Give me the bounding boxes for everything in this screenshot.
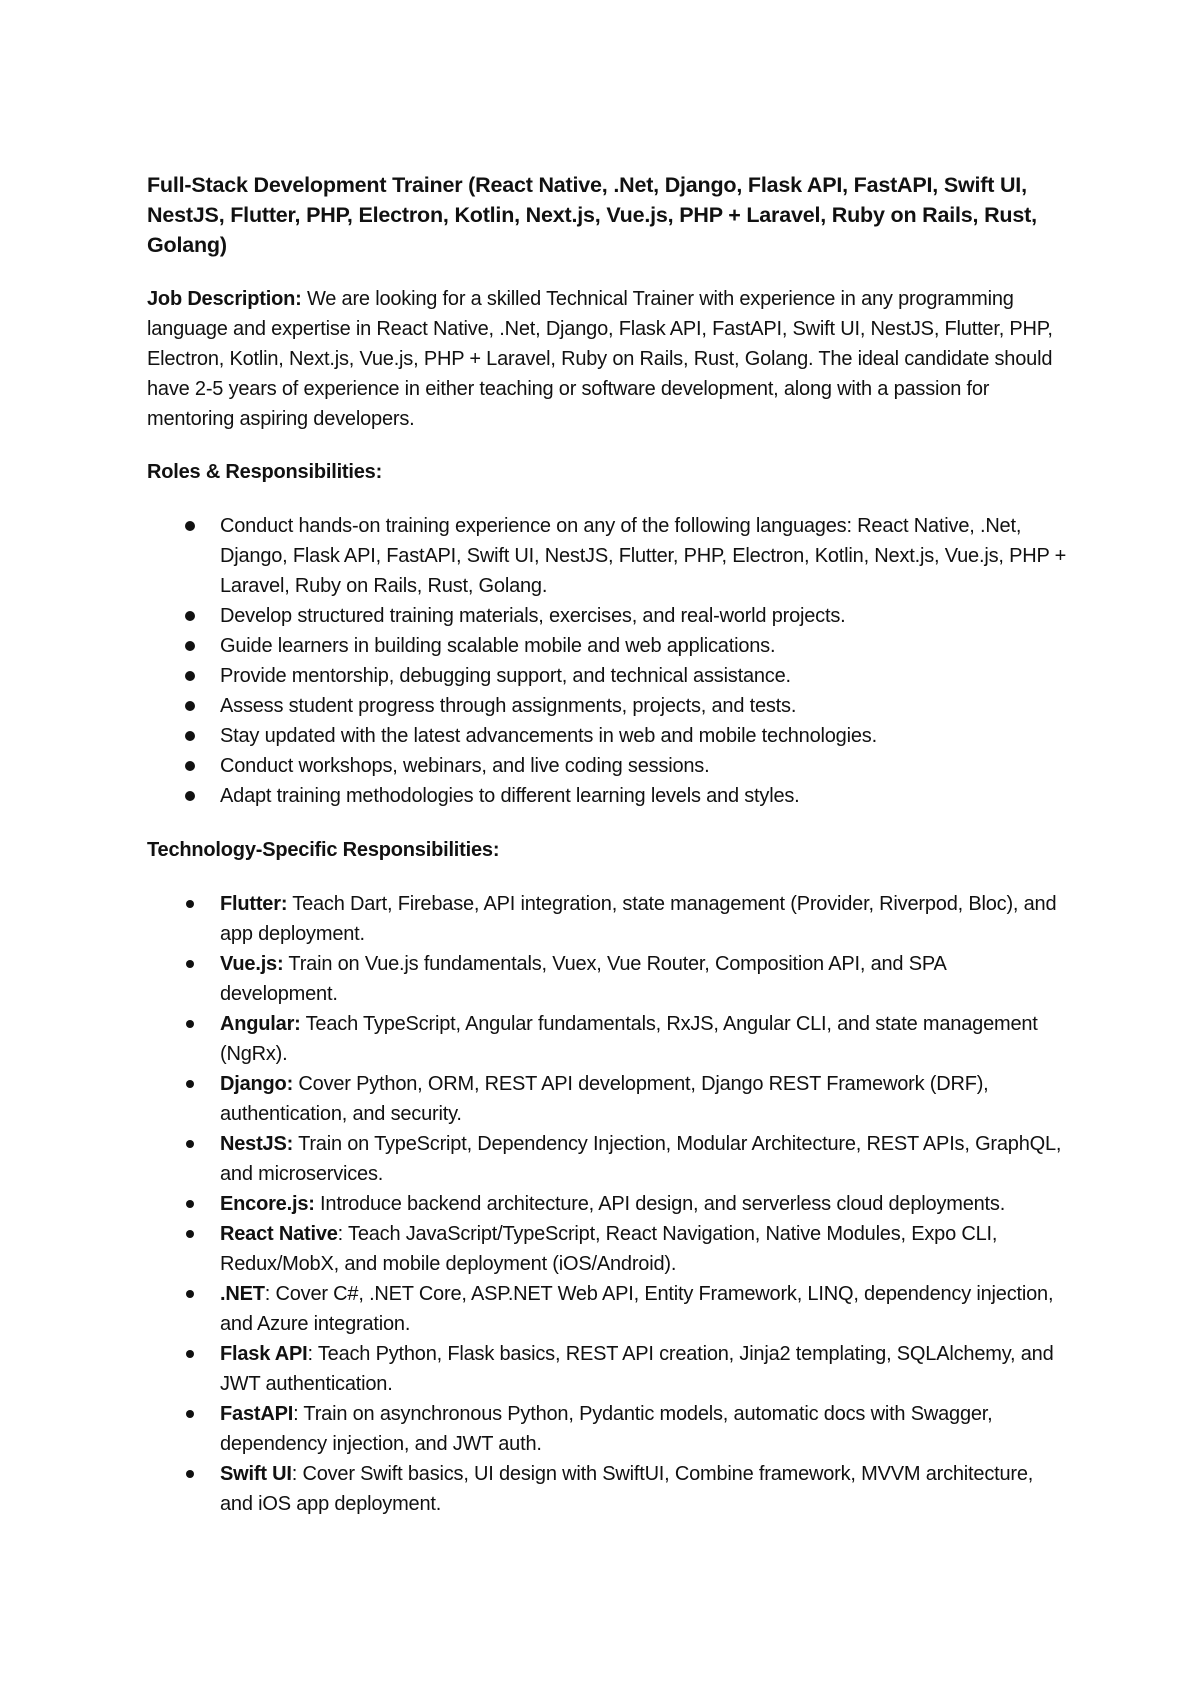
bullet-icon: [186, 1080, 194, 1088]
roles-item-text: Provide mentorship, debugging support, and technical assistance.: [220, 665, 791, 687]
roles-item-text: Assess student progress through assignments, projects, and tests.: [220, 695, 797, 717]
tech-name: Flutter:: [220, 893, 288, 915]
bullet-icon: [186, 1140, 194, 1148]
tech-text: : Cover Swift basics, UI design with SwiftUI, Combine framework, MVVM architecture, and iOS app deployment.: [220, 1463, 1034, 1515]
tech-text: Train on TypeScript, Dependency Injection, Modular Architecture, REST APIs, GraphQL, and microservices.: [220, 1133, 1062, 1185]
tech-list-item: [147, 1189, 1067, 1219]
tech-heading: Technology-Specific Responsibilities:: [147, 839, 500, 861]
tech-list-item: [147, 1279, 1067, 1339]
tech-name: NestJS:: [220, 1133, 294, 1155]
tech-text: Introduce backend architecture, API design, and serverless cloud deployments.: [314, 1193, 1006, 1215]
bullet-icon: [186, 1200, 194, 1208]
tech-text: Teach Dart, Firebase, API integration, state management (Provider, Riverpod, Bloc), and app deployment.: [220, 893, 1057, 945]
tech-text: : Train on asynchronous Python, Pydantic models, automatic docs with Swagger, dependency injection, and JWT auth.: [220, 1403, 993, 1455]
bullet-icon: [186, 900, 194, 908]
bullet-icon: [185, 731, 195, 741]
roles-list-item: [147, 691, 1067, 721]
tech-name: Encore.js:: [220, 1193, 315, 1215]
tech-text: Cover Python, ORM, REST API development, Django REST Framework (DRF), authentication, and security.: [220, 1073, 989, 1125]
tech-list-item: [147, 1399, 1067, 1459]
roles-item-text: Conduct workshops, webinars, and live coding sessions.: [220, 755, 710, 777]
roles-list-item: [147, 721, 1067, 751]
job-description-text: We are looking for a skilled Technical Trainer with experience in any programming language and expertise in React Native, .Net, Django, Flask API, FastAPI, Swift UI, NestJS, Flutter, PHP, Electron, Kotlin, Next.js, Vue.js, PHP + Laravel, Ruby on Rails, Rust, Golang. The ideal candidate should have 2-5 years of experience in either teaching or software development, along with a passion for mentoring aspiring developers.: [147, 288, 1053, 430]
tech-list: [147, 889, 1067, 1519]
job-description-label: Job Description:: [147, 288, 302, 310]
tech-name: React Native: [220, 1223, 338, 1245]
bullet-icon: [185, 791, 195, 801]
tech-list-item: [147, 889, 1067, 949]
tech-list-item: [147, 1129, 1067, 1189]
job-description-paragraph: [147, 284, 1067, 434]
roles-item-text: Adapt training methodologies to different learning levels and styles.: [220, 785, 800, 807]
bullet-icon: [185, 521, 195, 531]
tech-list-item: [147, 1009, 1067, 1069]
tech-name: Django:: [220, 1073, 294, 1095]
tech-name: Swift UI: [220, 1463, 292, 1485]
roles-list-item: [147, 781, 1067, 811]
roles-heading: Roles & Responsibilities:: [147, 461, 383, 483]
bullet-icon: [186, 1350, 194, 1358]
bullet-icon: [186, 1290, 194, 1298]
tech-list-item: [147, 1069, 1067, 1129]
tech-list-item: [147, 1339, 1067, 1399]
bullet-icon: [186, 1470, 194, 1478]
tech-name: Angular:: [220, 1013, 301, 1035]
bullet-icon: [185, 701, 195, 711]
roles-list-item: [147, 511, 1067, 601]
roles-item-text: Guide learners in building scalable mobile and web applications.: [220, 635, 776, 657]
tech-text: : Teach Python, Flask basics, REST API creation, Jinja2 templating, SQLAlchemy, and JWT authentication.: [220, 1343, 1054, 1395]
roles-item-text: Develop structured training materials, exercises, and real-world projects.: [220, 605, 846, 627]
tech-name: Vue.js:: [220, 953, 284, 975]
tech-text: : Teach JavaScript/TypeScript, React Navigation, Native Modules, Expo CLI, Redux/MobX, and mobile deployment (iOS/Android).: [220, 1223, 998, 1275]
tech-list-item: [147, 1459, 1067, 1519]
tech-text: Teach TypeScript, Angular fundamentals, RxJS, Angular CLI, and state management (NgRx).: [220, 1013, 1038, 1065]
bullet-icon: [185, 671, 195, 681]
roles-list-item: [147, 751, 1067, 781]
document-title: Full-Stack Development Trainer (React Native, .Net, Django, Flask API, FastAPI, Swift UI, NestJS, Flutter, PHP, Electron, Kotlin, Next.js, Vue.js, PHP + Laravel, Ruby on Rails, Rust, Golang): [147, 173, 1037, 257]
bullet-icon: [186, 960, 194, 968]
tech-name: Flask API: [220, 1343, 308, 1365]
bullet-icon: [185, 761, 195, 771]
roles-list-item: [147, 631, 1067, 661]
tech-text: : Cover C#, .NET Core, ASP.NET Web API, Entity Framework, LINQ, dependency injection, and Azure integration.: [220, 1283, 1054, 1335]
roles-item-text: Stay updated with the latest advancements in web and mobile technologies.: [220, 725, 877, 747]
tech-list-item: [147, 949, 1067, 1009]
tech-name: .NET: [220, 1283, 265, 1305]
tech-list-item: [147, 1219, 1067, 1279]
bullet-icon: [186, 1230, 194, 1238]
roles-list-item: [147, 601, 1067, 631]
roles-list-item: [147, 661, 1067, 691]
document-page: [147, 170, 1067, 1543]
tech-text: Train on Vue.js fundamentals, Vuex, Vue Router, Composition API, and SPA development.: [220, 953, 946, 1005]
roles-list: [147, 511, 1067, 811]
bullet-icon: [185, 611, 195, 621]
bullet-icon: [185, 641, 195, 651]
roles-item-text: Conduct hands-on training experience on any of the following languages: React Native, .Net, Django, Flask API, FastAPI, Swift UI, NestJS, Flutter, PHP, Electron, Kotlin, Next.js, Vue.js, PHP + Laravel, Ruby on Rails, Rust, Golang.: [220, 515, 1067, 597]
bullet-icon: [186, 1020, 194, 1028]
bullet-icon: [186, 1410, 194, 1418]
tech-name: FastAPI: [220, 1403, 294, 1425]
